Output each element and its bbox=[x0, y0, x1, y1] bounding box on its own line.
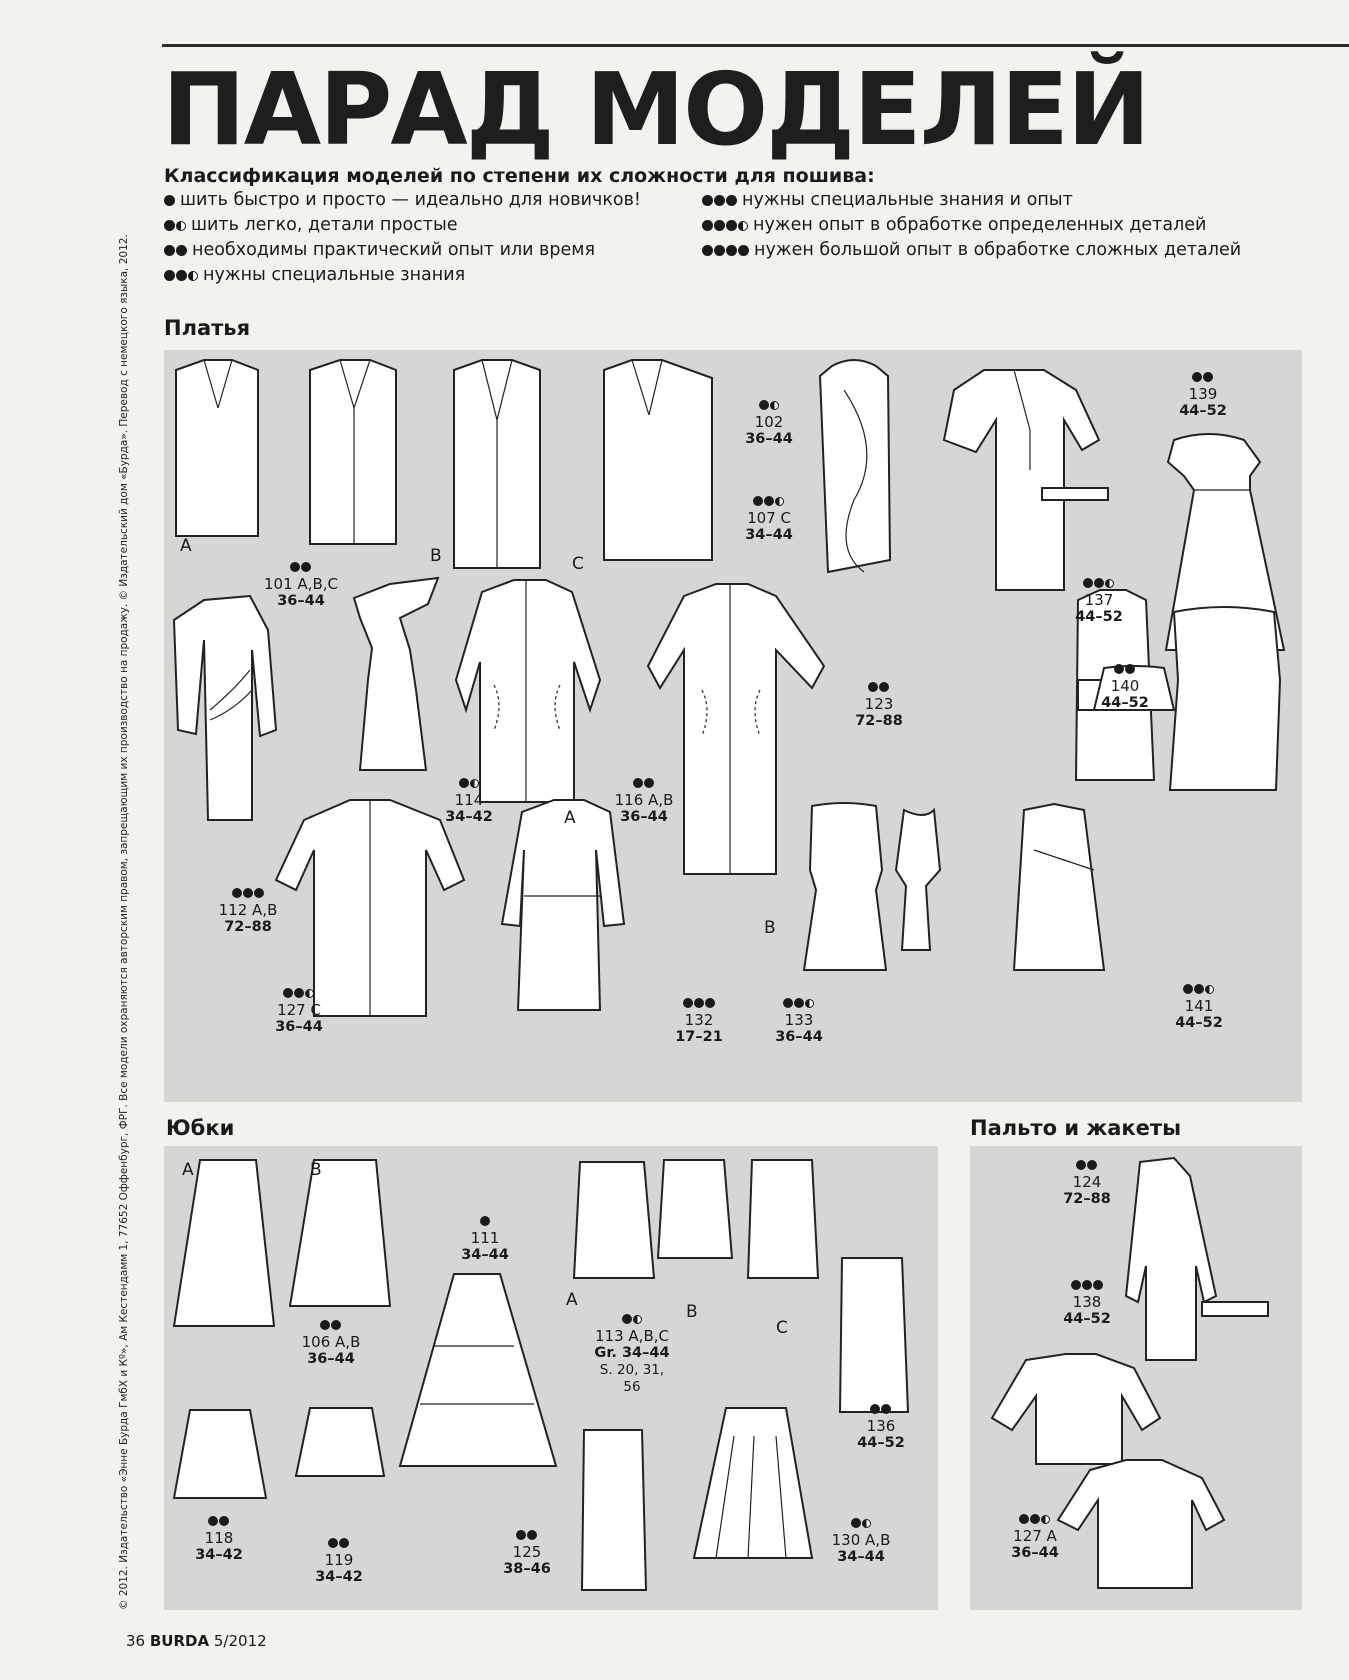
dress-sketch-141 bbox=[1014, 804, 1104, 970]
model-info-127a bbox=[1000, 1510, 1070, 1562]
size-range: 34–42 bbox=[315, 1569, 363, 1585]
skirt-sketch-125 bbox=[582, 1430, 646, 1590]
dot-icon bbox=[1114, 664, 1124, 674]
variant-label: B bbox=[310, 1160, 322, 1180]
dot-icon bbox=[331, 1320, 341, 1330]
size-range: 36–44 bbox=[745, 431, 793, 447]
dot-icon bbox=[714, 245, 725, 256]
model-info-140 bbox=[1090, 660, 1160, 712]
model-info-118 bbox=[184, 1512, 254, 1564]
dot-icon bbox=[164, 195, 175, 206]
copyright-vertical-text: © 2012. Издательство «Энне Бурда ГмбХ и Кº», Ам Кестендамм 1, 77652 Оффенбург, ФРГ. Все модели охраняются авторским правом, запрещающим их производство на продажу. © Издательский дом «Бурда». Перевод с немецкого языка, 2012. bbox=[118, 234, 130, 1610]
model-info-112 bbox=[208, 884, 288, 936]
legend-text: необходимы практический опыт или время bbox=[192, 240, 595, 260]
skirt-sketch-106b bbox=[290, 1160, 390, 1306]
model-info-139 bbox=[1168, 368, 1238, 420]
skirt-sketch-106a bbox=[174, 1160, 274, 1326]
dress-sketch-133 bbox=[804, 803, 886, 970]
skirt-sketch-111 bbox=[400, 1274, 556, 1466]
size-range: 36–44 bbox=[277, 593, 325, 609]
legend-row-7 bbox=[702, 238, 1241, 263]
variant-label: A bbox=[182, 1160, 194, 1180]
size-range: 44–52 bbox=[1075, 609, 1123, 625]
dot-icon bbox=[243, 888, 253, 898]
model-info-130 bbox=[826, 1514, 896, 1566]
half-dot-icon bbox=[1105, 579, 1114, 588]
difficulty-dots bbox=[1000, 1510, 1070, 1527]
skirt-sketch-118 bbox=[174, 1410, 266, 1498]
size-range: 44–52 bbox=[1175, 1015, 1223, 1031]
difficulty-dots bbox=[304, 1534, 374, 1551]
difficulty-dots bbox=[208, 884, 288, 901]
dot-icon bbox=[726, 245, 737, 256]
size-range: 72–88 bbox=[1063, 1191, 1111, 1207]
dress-sketch-114 bbox=[354, 578, 438, 770]
difficulty-dots bbox=[1052, 1276, 1122, 1293]
skirt-sketch-119 bbox=[296, 1408, 384, 1476]
model-info-138 bbox=[1052, 1276, 1122, 1328]
dot-icon bbox=[516, 1530, 526, 1540]
dot-icon bbox=[644, 778, 654, 788]
difficulty-dots bbox=[450, 1212, 520, 1229]
legend-right bbox=[702, 188, 1241, 263]
model-number: 124 bbox=[1072, 1173, 1102, 1191]
difficulty-dots bbox=[1052, 1156, 1122, 1173]
skirt-sketch-113a bbox=[574, 1162, 654, 1278]
dot-icon bbox=[1192, 372, 1202, 382]
model-number: 139 bbox=[1188, 385, 1218, 403]
size-range: 44–52 bbox=[1063, 1311, 1111, 1327]
model-number: 118 bbox=[204, 1529, 234, 1547]
model-number: 136 bbox=[866, 1417, 896, 1435]
model-info-116 bbox=[604, 774, 684, 826]
dot-icon bbox=[683, 998, 693, 1008]
pattern-sheet-info: S. 20, 31, 56 bbox=[599, 1362, 665, 1395]
dot-icon bbox=[726, 220, 737, 231]
dot-icon bbox=[1071, 1280, 1081, 1290]
model-info-111 bbox=[450, 1212, 520, 1264]
model-info-114 bbox=[434, 774, 504, 826]
legend-row-2 bbox=[164, 213, 641, 238]
difficulty-dots bbox=[844, 678, 914, 695]
dot-icon bbox=[1076, 1160, 1086, 1170]
size-range: 36–44 bbox=[307, 1351, 355, 1367]
difficulty-dots bbox=[256, 558, 346, 575]
model-number: 125 bbox=[512, 1543, 542, 1561]
model-number: 101 A,B,C bbox=[264, 575, 338, 593]
jacket-sketch-138 bbox=[992, 1354, 1160, 1464]
model-number: 113 A,B,C bbox=[595, 1327, 669, 1345]
skirts-panel bbox=[164, 1146, 938, 1610]
dot-icon bbox=[1194, 984, 1204, 994]
dot-icon bbox=[851, 1518, 861, 1528]
section-title-skirts: Юбки bbox=[166, 1116, 235, 1140]
legend-text: шить быстро и просто — идеально для новичков! bbox=[180, 190, 641, 210]
dot-icon bbox=[702, 195, 713, 206]
size-range: Gr. 34–44 bbox=[594, 1345, 670, 1361]
model-info-107 bbox=[734, 492, 804, 544]
dot-icon bbox=[1087, 1160, 1097, 1170]
dot-icon bbox=[726, 195, 737, 206]
dot-icon bbox=[783, 998, 793, 1008]
model-info-125 bbox=[492, 1526, 562, 1578]
dot-icon bbox=[794, 998, 804, 1008]
dot-icon bbox=[702, 245, 713, 256]
difficulty-dots bbox=[604, 774, 684, 791]
dot-icon bbox=[714, 220, 725, 231]
size-range: 38–46 bbox=[503, 1561, 551, 1577]
size-range: 34–44 bbox=[745, 527, 793, 543]
dress-sketch-101b bbox=[310, 360, 396, 544]
model-number: 114 bbox=[454, 791, 484, 809]
legend-row-4 bbox=[164, 263, 641, 288]
skirt-sketch-113b bbox=[658, 1160, 732, 1258]
dot-icon bbox=[633, 778, 643, 788]
difficulty-dots bbox=[664, 994, 734, 1011]
size-range: 36–44 bbox=[1011, 1545, 1059, 1561]
dot-icon bbox=[527, 1530, 537, 1540]
difficulty-dots bbox=[1168, 368, 1238, 385]
model-info-113 bbox=[592, 1310, 672, 1396]
dress-sketch-112 bbox=[174, 596, 276, 820]
variant-label: C bbox=[572, 554, 584, 574]
model-info-101 bbox=[256, 558, 346, 610]
size-range: 34–42 bbox=[445, 809, 493, 825]
size-range: 34–42 bbox=[195, 1547, 243, 1563]
model-info-127c bbox=[264, 984, 334, 1036]
dot-icon bbox=[1093, 1280, 1103, 1290]
dot-icon bbox=[176, 270, 187, 281]
skirt-sketch-113c bbox=[748, 1160, 818, 1278]
classification-heading: Классификация моделей по степени их сложности для пошива: bbox=[164, 165, 875, 187]
half-dot-icon bbox=[770, 401, 779, 410]
dot-icon bbox=[320, 1320, 330, 1330]
model-number: 130 A,B bbox=[831, 1531, 891, 1549]
issue-number: 5/2012 bbox=[213, 1632, 267, 1650]
dress-sketch-102 bbox=[820, 360, 890, 572]
half-dot-icon bbox=[470, 779, 479, 788]
model-number: 107 C bbox=[747, 509, 791, 527]
size-range: 44–52 bbox=[1179, 403, 1227, 419]
difficulty-dots bbox=[592, 1310, 672, 1327]
half-dot-icon bbox=[862, 1519, 871, 1528]
dot-icon bbox=[164, 245, 175, 256]
dot-icon bbox=[301, 562, 311, 572]
difficulty-dots bbox=[764, 994, 834, 1011]
model-number: 132 bbox=[684, 1011, 714, 1029]
dot-icon bbox=[1019, 1514, 1029, 1524]
model-info-106 bbox=[296, 1316, 366, 1368]
difficulty-dots bbox=[734, 396, 804, 413]
half-dot-icon bbox=[805, 999, 814, 1008]
belt-sketch bbox=[1042, 488, 1108, 500]
half-dot-icon bbox=[775, 497, 784, 506]
difficulty-dots bbox=[164, 188, 176, 213]
dot-icon bbox=[694, 998, 704, 1008]
half-dot-icon bbox=[738, 221, 748, 231]
dresses-sketches bbox=[164, 350, 1302, 1102]
section-title-coats: Пальто и жакеты bbox=[970, 1116, 1182, 1140]
model-number: 140 bbox=[1110, 677, 1140, 695]
page-number: 36 bbox=[126, 1632, 146, 1650]
size-range: 44–52 bbox=[1101, 695, 1149, 711]
model-number: 112 A,B bbox=[218, 901, 278, 919]
dot-icon bbox=[339, 1538, 349, 1548]
size-range: 44–52 bbox=[857, 1435, 905, 1451]
variant-label: A bbox=[564, 808, 576, 828]
dot-icon bbox=[1030, 1514, 1040, 1524]
dot-icon bbox=[1082, 1280, 1092, 1290]
difficulty-dots bbox=[826, 1514, 896, 1531]
dress-sketch-137 bbox=[944, 370, 1099, 590]
half-dot-icon bbox=[188, 271, 198, 281]
difficulty-dots bbox=[1164, 980, 1234, 997]
dot-icon bbox=[705, 998, 715, 1008]
dot-icon bbox=[1125, 664, 1135, 674]
model-info-102 bbox=[734, 396, 804, 448]
model-info-124 bbox=[1052, 1156, 1122, 1208]
dot-icon bbox=[753, 496, 763, 506]
difficulty-dots bbox=[1064, 574, 1134, 591]
model-number: 127 C bbox=[277, 1001, 321, 1019]
difficulty-dots bbox=[164, 263, 199, 288]
difficulty-dots bbox=[846, 1400, 916, 1417]
difficulty-dots bbox=[1090, 660, 1160, 677]
model-info-133 bbox=[764, 994, 834, 1046]
model-info-137 bbox=[1064, 574, 1134, 626]
half-dot-icon bbox=[176, 221, 186, 231]
dot-icon bbox=[459, 778, 469, 788]
dot-icon bbox=[702, 220, 713, 231]
half-dot-icon bbox=[1205, 985, 1214, 994]
legend-row-3 bbox=[164, 238, 641, 263]
variant-label: C bbox=[776, 1318, 788, 1338]
variant-label: B bbox=[686, 1302, 698, 1322]
model-number: 133 bbox=[784, 1011, 814, 1029]
size-range: 36–44 bbox=[620, 809, 668, 825]
legend-text: нужны специальные знания и опыт bbox=[742, 190, 1073, 210]
model-info-136 bbox=[846, 1400, 916, 1452]
size-range: 34–44 bbox=[461, 1247, 509, 1263]
dresses-panel bbox=[164, 350, 1302, 1102]
dot-icon bbox=[1183, 984, 1193, 994]
dot-icon bbox=[164, 270, 175, 281]
dot-icon bbox=[480, 1216, 490, 1226]
variant-label: A bbox=[180, 536, 192, 556]
dot-icon bbox=[868, 682, 878, 692]
dot-icon bbox=[1094, 578, 1104, 588]
model-number: 138 bbox=[1072, 1293, 1102, 1311]
model-number: 119 bbox=[324, 1551, 354, 1569]
difficulty-dots bbox=[734, 492, 804, 509]
section-title-dresses: Платья bbox=[164, 316, 251, 340]
half-dot-icon bbox=[305, 989, 314, 998]
dot-icon bbox=[232, 888, 242, 898]
model-number: 106 A,B bbox=[301, 1333, 361, 1351]
difficulty-dots bbox=[702, 213, 749, 238]
legend-text: шить легко, детали простые bbox=[191, 215, 458, 235]
dot-icon bbox=[881, 1404, 891, 1414]
variant-label: A bbox=[566, 1290, 578, 1310]
dot-icon bbox=[294, 988, 304, 998]
dot-icon bbox=[290, 562, 300, 572]
model-number: 102 bbox=[754, 413, 784, 431]
size-range: 36–44 bbox=[775, 1029, 823, 1045]
legend-row-5 bbox=[702, 188, 1241, 213]
dot-icon bbox=[176, 245, 187, 256]
model-number: 123 bbox=[864, 695, 894, 713]
model-info-141 bbox=[1164, 980, 1234, 1032]
half-dot-icon bbox=[1041, 1515, 1050, 1524]
dot-icon bbox=[870, 1404, 880, 1414]
size-range: 34–44 bbox=[837, 1549, 885, 1565]
model-info-132 bbox=[664, 994, 734, 1046]
header-rule bbox=[162, 44, 1349, 47]
model-info-119 bbox=[304, 1534, 374, 1586]
dot-icon bbox=[328, 1538, 338, 1548]
difficulty-dots bbox=[702, 238, 750, 263]
model-number: 111 bbox=[470, 1229, 500, 1247]
dress-sketch-116a bbox=[456, 580, 600, 802]
difficulty-dots bbox=[264, 984, 334, 1001]
coats-panel bbox=[970, 1146, 1302, 1610]
dress-sketch-101a bbox=[176, 360, 258, 536]
difficulty-dots bbox=[164, 238, 188, 263]
difficulty-dots bbox=[184, 1512, 254, 1529]
dot-icon bbox=[714, 195, 725, 206]
legend-text: нужны специальные знания bbox=[203, 265, 466, 285]
difficulty-dots bbox=[434, 774, 504, 791]
legend-row-1 bbox=[164, 188, 641, 213]
legend-left bbox=[164, 188, 641, 288]
difficulty-dots bbox=[296, 1316, 366, 1333]
jacket-sketch-127a bbox=[1058, 1460, 1224, 1588]
model-number: 116 A,B bbox=[614, 791, 674, 809]
dot-icon bbox=[283, 988, 293, 998]
model-number: 141 bbox=[1184, 997, 1214, 1015]
variant-label: B bbox=[764, 918, 776, 938]
model-number: 127 A bbox=[1013, 1527, 1057, 1545]
dot-icon bbox=[764, 496, 774, 506]
dot-icon bbox=[738, 245, 749, 256]
dot-icon bbox=[219, 1516, 229, 1526]
size-range: 72–88 bbox=[224, 919, 272, 935]
dot-icon bbox=[208, 1516, 218, 1526]
page-footer bbox=[126, 1632, 267, 1650]
belt-sketch bbox=[1202, 1302, 1268, 1316]
dot-icon bbox=[254, 888, 264, 898]
legend-text: нужен большой опыт в обработке сложных деталей bbox=[754, 240, 1242, 260]
dress-sketch-116b bbox=[648, 584, 824, 874]
model-number: 137 bbox=[1084, 591, 1114, 609]
magazine-name: BURDA bbox=[149, 1632, 210, 1650]
difficulty-dots bbox=[702, 188, 738, 213]
dress-sketch-107c bbox=[604, 360, 712, 560]
coat-sketch-124 bbox=[1126, 1158, 1216, 1360]
dot-icon bbox=[759, 400, 769, 410]
difficulty-dots bbox=[492, 1526, 562, 1543]
variant-label: B bbox=[430, 546, 442, 566]
model-info-123 bbox=[844, 678, 914, 730]
legend-row-6 bbox=[702, 213, 1241, 238]
dot-icon bbox=[622, 1314, 632, 1324]
size-range: 17–21 bbox=[675, 1029, 723, 1045]
size-range: 36–44 bbox=[275, 1019, 323, 1035]
dot-icon bbox=[879, 682, 889, 692]
dot-icon bbox=[1083, 578, 1093, 588]
difficulty-dots bbox=[164, 213, 187, 238]
dot-icon bbox=[1203, 372, 1213, 382]
half-dot-icon bbox=[633, 1315, 642, 1324]
skirt-sketch-130 bbox=[694, 1408, 812, 1558]
page-title: ПАРАД МОДЕЛЕЙ bbox=[162, 51, 1149, 168]
skirt-sketch-136 bbox=[840, 1258, 908, 1412]
dot-icon bbox=[164, 220, 175, 231]
legend-text: нужен опыт в обработке определенных деталей bbox=[753, 215, 1207, 235]
dress-sketch-132 bbox=[502, 800, 624, 1010]
size-range: 72–88 bbox=[855, 713, 903, 729]
